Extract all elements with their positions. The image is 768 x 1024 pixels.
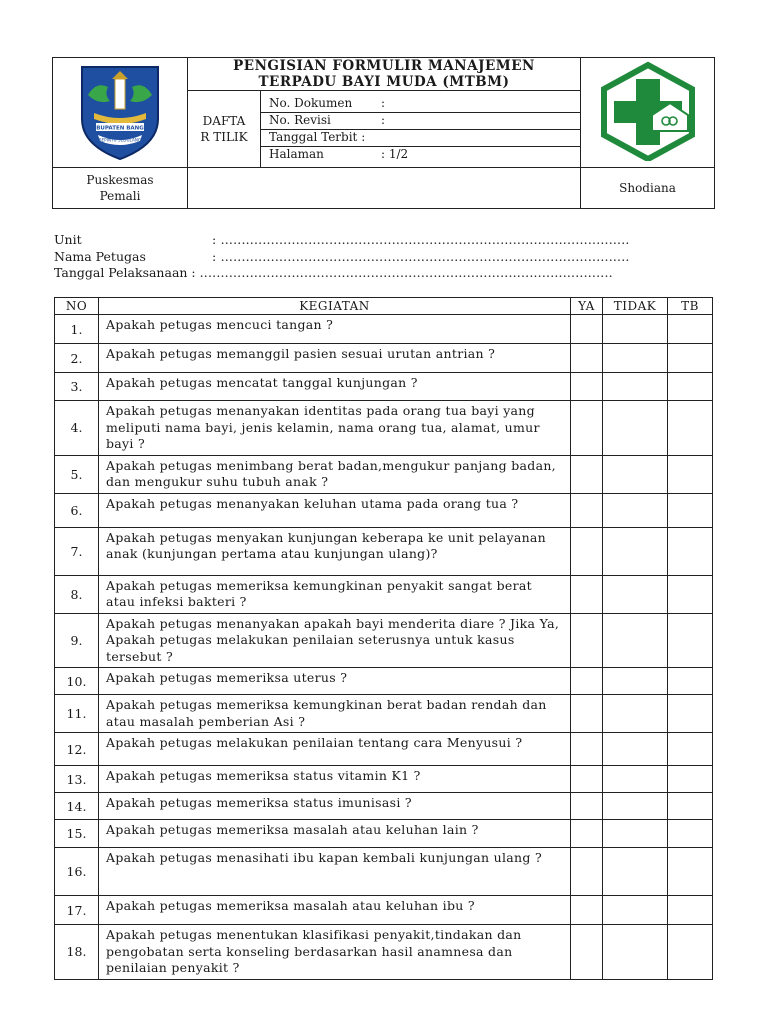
ya-checkbox[interactable]: [571, 925, 603, 980]
header-no: NO: [55, 298, 99, 315]
tb-checkbox[interactable]: [668, 695, 713, 733]
tb-checkbox[interactable]: [668, 575, 713, 613]
tb-checkbox[interactable]: [668, 373, 713, 401]
title-line-2: TERPADU BAYI MUDA (MTBM): [258, 74, 510, 90]
ya-checkbox[interactable]: [571, 766, 603, 793]
tb-checkbox[interactable]: [668, 896, 713, 925]
tb-checkbox[interactable]: [668, 527, 713, 575]
tidak-checkbox[interactable]: [603, 575, 668, 613]
tidak-checkbox[interactable]: [603, 695, 668, 733]
ya-checkbox[interactable]: [571, 793, 603, 820]
table-row: 1. Apakah petugas mencuci tangan ?: [55, 315, 713, 344]
table-row: 8. Apakah petugas memeriksa kemungkinan penyakit sangat berat atau infeksi bakteri ?: [55, 575, 713, 613]
puskesmas-cross-icon: [596, 61, 700, 161]
tb-checkbox[interactable]: [668, 493, 713, 527]
tidak-checkbox[interactable]: [603, 668, 668, 695]
meta-tanggal-terbit: Tanggal Terbit :: [261, 129, 580, 146]
tidak-checkbox[interactable]: [603, 925, 668, 980]
ya-checkbox[interactable]: [571, 493, 603, 527]
tb-checkbox[interactable]: [668, 344, 713, 373]
tb-checkbox[interactable]: [668, 820, 713, 848]
ya-checkbox[interactable]: [571, 613, 603, 668]
doc-type-label: DAFTA R TILIK: [200, 114, 248, 144]
meta-no-dokumen: No. Dokumen :: [261, 96, 580, 113]
ya-checkbox[interactable]: [571, 344, 603, 373]
svg-text:SEPINTU SEDULANG: SEPINTU SEDULANG: [98, 137, 142, 142]
ya-checkbox[interactable]: [571, 575, 603, 613]
ya-checkbox[interactable]: [571, 820, 603, 848]
tb-checkbox[interactable]: [668, 455, 713, 493]
table-row: 18. Apakah petugas menentukan klasifikasi penyakit,tindakan dan pengobatan serta konseling berdasarkan hasil anamnesa dan penilaian penyakit ?: [55, 925, 713, 980]
header-kegiatan: KEGIATAN: [99, 298, 571, 315]
tanggal-row: [54, 265, 630, 282]
meta-no-revisi: No. Revisi :: [261, 112, 580, 129]
table-row: 14. Apakah petugas memeriksa status imunisasi ?: [55, 793, 713, 820]
ya-checkbox[interactable]: [571, 455, 603, 493]
tb-checkbox[interactable]: [668, 848, 713, 896]
tanggal-value[interactable]: ...................................................................................................: [199, 265, 613, 280]
tb-checkbox[interactable]: [668, 401, 713, 456]
ya-checkbox[interactable]: [571, 527, 603, 575]
tb-checkbox[interactable]: [668, 315, 713, 344]
tidak-checkbox[interactable]: [603, 455, 668, 493]
petugas-label: Nama Petugas: [54, 248, 146, 264]
tidak-checkbox[interactable]: [603, 344, 668, 373]
signer-name: Shodiana: [581, 168, 715, 209]
title-area: [188, 58, 581, 168]
meta-halaman: Halaman : 1/2: [269, 147, 409, 161]
table-row: 17. Apakah petugas memeriksa masalah atau keluhan ibu ?: [55, 896, 713, 925]
regency-logo-cell: [53, 58, 188, 168]
tb-checkbox[interactable]: [668, 793, 713, 820]
petugas-value[interactable]: : ..................................................................................................: [212, 248, 630, 264]
tidak-checkbox[interactable]: [603, 401, 668, 456]
petugas-row: [54, 249, 630, 266]
table-row: 15. Apakah petugas memeriksa masalah atau keluhan lain ?: [55, 820, 713, 848]
svg-text:KABUPATEN BANGKA: KABUPATEN BANGKA: [87, 125, 153, 131]
ya-checkbox[interactable]: [571, 733, 603, 766]
table-row: 12. Apakah petugas melakukan penilaian tentang cara Menyusui ?: [55, 733, 713, 766]
table-row: 10. Apakah petugas memeriksa uterus ?: [55, 668, 713, 695]
header-ya: YA: [571, 298, 603, 315]
unit-value[interactable]: : ..................................................................................................: [212, 232, 630, 247]
info-section: [54, 232, 630, 282]
tb-checkbox[interactable]: [668, 766, 713, 793]
tidak-checkbox[interactable]: [603, 766, 668, 793]
health-logo-cell: [581, 58, 715, 168]
form-title: [188, 58, 580, 91]
table-row: 2. Apakah petugas memanggil pasien sesuai urutan antrian ?: [55, 344, 713, 373]
table-row: 4. Apakah petugas menanyakan identitas pada orang tua bayi yang meliputi nama bayi, jenis kelamin, nama orang tua, alamat, umur bayi ?: [55, 401, 713, 456]
tidak-checkbox[interactable]: [603, 820, 668, 848]
table-row: 6. Apakah petugas menanyakan keluhan utama pada orang tua ?: [55, 493, 713, 527]
tb-checkbox[interactable]: [668, 613, 713, 668]
ya-checkbox[interactable]: [571, 896, 603, 925]
tb-checkbox[interactable]: [668, 733, 713, 766]
ya-checkbox[interactable]: [571, 401, 603, 456]
tanggal-label: Tanggal Pelaksanaan :: [54, 265, 196, 280]
doc-meta: [261, 91, 581, 168]
checklist-table: [54, 297, 713, 980]
org-name: Puskesmas Pemali: [53, 168, 188, 209]
tidak-checkbox[interactable]: [603, 793, 668, 820]
tidak-checkbox[interactable]: [603, 493, 668, 527]
tb-checkbox[interactable]: [668, 925, 713, 980]
header-tidak: TIDAK: [603, 298, 668, 315]
tidak-checkbox[interactable]: [603, 848, 668, 896]
ya-checkbox[interactable]: [571, 848, 603, 896]
tidak-checkbox[interactable]: [603, 315, 668, 344]
tidak-checkbox[interactable]: [603, 733, 668, 766]
ya-checkbox[interactable]: [571, 315, 603, 344]
ya-checkbox[interactable]: [571, 695, 603, 733]
table-row: 5. Apakah petugas menimbang berat badan,mengukur panjang badan, dan mengukur suhu tubuh anak ?: [55, 455, 713, 493]
table-row: 9. Apakah petugas menanyakan apakah bayi menderita diare ? Jika Ya, Apakah petugas melakukan penilaian seterusnya untuk kasus tersebut ?: [55, 613, 713, 668]
ya-checkbox[interactable]: [571, 373, 603, 401]
tidak-checkbox[interactable]: [603, 613, 668, 668]
title-line-1: PENGISIAN FORMULIR MANAJEMEN: [233, 58, 535, 74]
table-row: 11. Apakah petugas memeriksa kemungkinan berat badan rendah dan atau masalah pemberian Asi ?: [55, 695, 713, 733]
table-row: 7. Apakah petugas menyakan kunjungan keberapa ke unit pelayanan anak (kunjungan pertama atau kunjungan ulang)?: [55, 527, 713, 575]
table-row: 3. Apakah petugas mencatat tanggal kunjungan ?: [55, 373, 713, 401]
regency-emblem-icon: [74, 61, 166, 161]
blank-cell: [188, 168, 581, 209]
unit-label: Unit: [54, 232, 82, 247]
tb-checkbox[interactable]: [668, 668, 713, 695]
unit-row: [54, 232, 630, 249]
tidak-checkbox[interactable]: [603, 527, 668, 575]
table-row: 16. Apakah petugas menasihati ibu kapan kembali kunjungan ulang ?: [55, 848, 713, 896]
tidak-checkbox[interactable]: [603, 896, 668, 925]
tidak-checkbox[interactable]: [603, 373, 668, 401]
table-row: 13. Apakah petugas memeriksa status vitamin K1 ?: [55, 766, 713, 793]
ya-checkbox[interactable]: [571, 668, 603, 695]
document-header: [52, 57, 715, 209]
header-tb: TB: [668, 298, 713, 315]
